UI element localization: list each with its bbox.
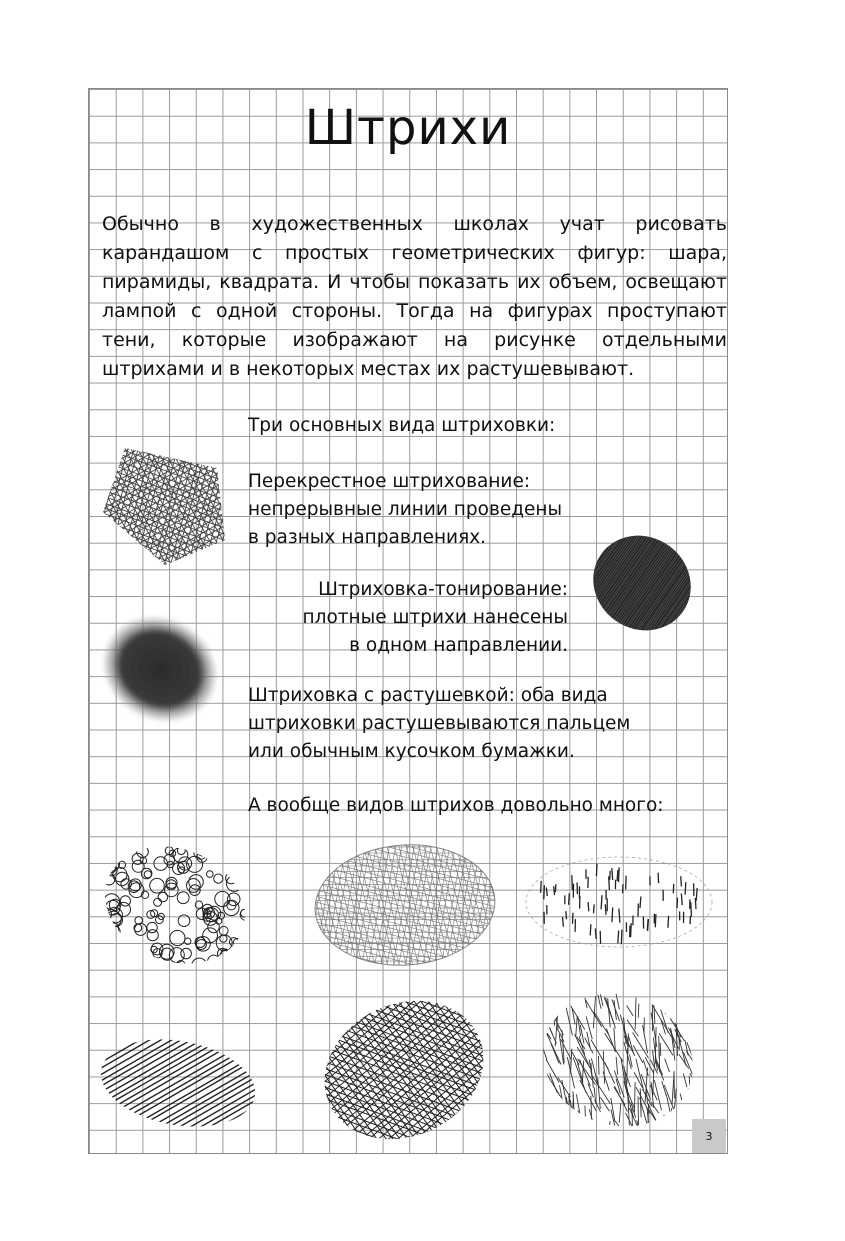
hatch-stroke	[695, 898, 696, 909]
hatch-stroke	[687, 991, 692, 1019]
blending-description: Штриховка с растушевкой: оба вида штриховки растушевываются пальцем или обычным кусочком бумажки.	[248, 685, 631, 762]
hatch-stroke	[56, 1219, 573, 1241]
hatch-stroke	[0, 251, 78, 684]
hatch-stroke	[577, 1047, 592, 1070]
hatch-stroke	[693, 1032, 694, 1049]
hatch-stroke	[0, 232, 9, 665]
scribble-loop	[169, 948, 184, 963]
hatch-stroke	[569, 1108, 573, 1139]
scribble-loop	[101, 932, 107, 938]
hatch-stroke	[546, 1073, 564, 1103]
scribble-loop	[99, 944, 113, 958]
scribble-loop	[239, 875, 253, 889]
hatch-stroke	[655, 914, 656, 927]
hatch-stroke	[660, 1043, 661, 1056]
intro-paragraph: Обычно в художественных школах учат рисовать карандашом с простых геометрических фигур: шара, пирамиды, квадрата. И чтобы показать их объем, освещают лампой с одной стороны. Тогда на фигурах проступают тени, которые изображают на рисунке отдельными штрихами и в некоторых местах их растушевывают.	[102, 213, 727, 380]
hatch-stroke	[594, 1012, 609, 1035]
scribble-loop	[120, 847, 128, 855]
scribble-loop	[236, 857, 251, 872]
scribble-loop	[195, 901, 202, 908]
scribble-loop	[147, 930, 158, 941]
toning-description: Штриховка-тонирование: плотные штрихи нанесены в одном направлении.	[302, 579, 568, 656]
scribble-loop	[222, 846, 232, 856]
hatch-stroke	[83, 1146, 600, 1241]
scribble-loop	[104, 849, 115, 860]
hatch-stroke	[614, 1071, 624, 1098]
hatch-stroke	[619, 867, 620, 882]
hatch-stroke	[573, 913, 574, 924]
hatch-stroke	[691, 902, 692, 916]
hatch-stroke	[681, 876, 682, 886]
hatch-stroke	[615, 1121, 624, 1135]
hatch-stroke	[52, 1230, 569, 1241]
hatch-stroke	[688, 1088, 689, 1104]
hatch-stroke	[0, 240, 41, 673]
scribble-loop	[203, 843, 211, 851]
hatch-stroke	[619, 909, 620, 923]
dense-crosshatch-oval	[318, 995, 490, 1145]
hatch-stroke	[654, 1080, 661, 1110]
hatch-stroke	[660, 999, 666, 1014]
hatch-stroke	[595, 929, 596, 940]
hatch-stroke	[63, 1140, 506, 1241]
hatch-stroke	[0, 241, 45, 674]
hatch-stroke	[74, 1157, 517, 1241]
hatch-stroke	[638, 1096, 639, 1131]
scribble-loop	[234, 948, 245, 959]
hatch-stroke	[63, 1201, 580, 1241]
scribble-loop	[147, 962, 156, 971]
toned-oval	[586, 528, 698, 638]
hatch-stroke	[76, 1162, 519, 1241]
scribble-loop	[115, 954, 125, 964]
hatch-stroke	[690, 989, 694, 1012]
hatch-stroke	[0, 247, 72, 680]
scribble-loop	[222, 957, 228, 963]
hatch-stroke	[71, 1180, 588, 1241]
hatch-stroke	[0, 415, 95, 803]
hatch-stroke	[78, 1167, 521, 1241]
hatch-stroke	[545, 1017, 556, 1044]
scribble-loop	[238, 881, 247, 890]
hatch-stroke	[601, 895, 602, 909]
hatch-stroke	[617, 870, 618, 881]
hatch-stroke	[541, 986, 543, 999]
hatch-stroke	[685, 1004, 687, 1025]
hatch-stroke	[569, 893, 570, 905]
hatch-stroke	[573, 1058, 586, 1094]
hatch-stroke	[62, 1208, 579, 1241]
scribble-loop	[109, 935, 123, 949]
scribble-loop	[219, 926, 228, 935]
hatch-stroke	[542, 1047, 547, 1060]
diagonal-lines-oval	[98, 1033, 258, 1133]
hatch-stroke	[586, 1016, 592, 1039]
hatch-stroke	[635, 1082, 636, 1112]
hatch-stroke	[557, 1099, 559, 1116]
scribble-loop	[106, 911, 122, 927]
hatch-stroke	[0, 233, 14, 666]
hatch-stroke	[0, 414, 100, 802]
hatching-types-heading: Три основных вида штриховки:	[248, 415, 556, 436]
hatch-stroke	[553, 999, 559, 1028]
hatch-stroke	[638, 1004, 639, 1018]
scribble-loop	[214, 874, 223, 883]
hatch-stroke	[544, 988, 549, 1001]
hatch-stroke	[79, 1157, 596, 1241]
page-number: 3	[692, 1119, 726, 1153]
light-crosshatch-oval	[310, 838, 500, 973]
scribble-loop	[127, 953, 139, 965]
hatch-stroke	[648, 1104, 649, 1138]
hatch-stroke	[543, 1081, 549, 1116]
scribble-loop	[114, 949, 130, 965]
hatch-stroke	[681, 894, 682, 906]
scribble-loop	[207, 871, 214, 878]
scribble-loop	[135, 917, 143, 925]
hatch-stroke	[546, 1059, 559, 1082]
hatch-stroke	[658, 873, 659, 883]
hatch-stroke	[618, 930, 619, 943]
hatch-stroke	[566, 1102, 567, 1119]
hatch-stroke	[566, 911, 567, 919]
hatch-stroke	[625, 1084, 635, 1108]
hatch-stroke	[560, 1085, 563, 1103]
scribble-loop	[154, 898, 162, 906]
scribble-loop	[112, 934, 120, 942]
scribble-loop	[208, 955, 220, 967]
hatch-stroke	[635, 996, 636, 1029]
hatch-stroke	[552, 991, 555, 1026]
hatch-stroke	[680, 1094, 689, 1131]
hatch-stroke	[71, 1154, 514, 1241]
hatch-stroke	[84, 1175, 527, 1241]
hatch-stroke	[649, 1110, 663, 1131]
hatch-stroke	[561, 1121, 569, 1137]
hatch-stroke	[544, 885, 545, 899]
hatch-stroke	[696, 1076, 697, 1106]
hatch-stroke	[542, 1092, 545, 1120]
scribble-loop	[196, 842, 210, 856]
hatch-stroke	[563, 917, 564, 927]
hatch-stroke	[610, 871, 611, 880]
scribble-loop	[246, 846, 252, 852]
hatch-stroke	[627, 1005, 634, 1016]
hatch-stroke	[682, 995, 685, 1029]
hatch-stroke	[0, 234, 19, 667]
hatch-stroke	[543, 1015, 544, 1041]
scribble-loop	[239, 863, 251, 875]
hatch-stroke	[619, 1103, 621, 1122]
many-types-caption: А вообще видов штрихов довольно много:	[248, 795, 664, 816]
hatch-stroke	[0, 419, 89, 807]
hatch-stroke	[55, 1225, 572, 1241]
scribble-loop	[177, 847, 185, 855]
scribble-loop	[98, 922, 113, 937]
hatch-stroke	[597, 990, 601, 1009]
hatch-stroke	[665, 993, 669, 1005]
hatch-stroke	[598, 1078, 601, 1109]
hatch-stroke	[682, 1008, 691, 1032]
hatch-stroke	[67, 1191, 584, 1241]
hatch-stroke	[612, 908, 613, 923]
hatch-stroke	[543, 1112, 545, 1128]
hatch-stroke	[543, 1118, 546, 1133]
hatch-stroke	[541, 1024, 552, 1039]
hatch-stroke	[615, 986, 620, 1009]
hatch-stroke	[0, 251, 82, 684]
scribble-loop	[99, 930, 114, 945]
scribble-loop	[237, 851, 246, 860]
hatch-stroke	[541, 881, 542, 893]
hatch-stroke	[636, 1059, 644, 1091]
hatch-stroke	[631, 923, 632, 937]
scribble-loop	[126, 948, 136, 958]
hatch-stroke	[680, 1009, 687, 1022]
hatch-stroke	[589, 1109, 595, 1129]
hatch-stroke	[599, 1056, 600, 1075]
hatch-stroke	[585, 1106, 586, 1129]
hatch-stroke	[0, 238, 37, 671]
scribble-loop	[105, 843, 114, 852]
hatch-stroke	[665, 1059, 670, 1073]
scribble-loop	[226, 840, 235, 849]
scribble-loop	[208, 845, 222, 859]
hatch-stroke	[545, 1102, 547, 1126]
hatch-stroke	[594, 904, 595, 913]
hatch-stroke	[555, 884, 556, 892]
vertical-ticks-oval	[522, 850, 717, 955]
hatch-stroke	[588, 902, 589, 911]
hatch-stroke	[68, 1149, 511, 1241]
hatch-stroke	[562, 1080, 569, 1115]
hatch-stroke	[554, 886, 555, 895]
scribble-loop	[211, 843, 221, 853]
scribble-loop	[208, 921, 220, 933]
hatch-stroke	[70, 1186, 587, 1241]
hatch-stroke	[543, 1095, 547, 1111]
hatch-stroke	[600, 1097, 609, 1111]
hatch-stroke	[541, 1085, 549, 1110]
hatch-stroke	[60, 1214, 577, 1241]
rough-strokes-oval	[538, 985, 698, 1135]
scribble-loop	[226, 873, 237, 884]
scribble-loop	[192, 958, 208, 974]
hatch-stroke	[0, 252, 89, 685]
hatch-stroke	[0, 421, 85, 809]
hatch-stroke	[576, 1094, 582, 1127]
scribble-loop	[224, 900, 239, 915]
hatch-stroke	[0, 255, 99, 688]
hatch-stroke	[685, 882, 686, 895]
hatch-stroke	[546, 888, 547, 897]
scribble-loop	[234, 868, 243, 877]
hatch-stroke	[550, 1073, 559, 1096]
hatch-stroke	[640, 897, 641, 909]
hatch-stroke	[689, 1076, 691, 1107]
hatch-stroke	[685, 1112, 690, 1128]
hatch-stroke	[596, 864, 597, 876]
hatch-stroke	[551, 1120, 560, 1135]
scribble-loop	[189, 839, 201, 851]
hatch-stroke	[554, 1098, 561, 1132]
hatch-stroke	[0, 244, 56, 677]
hatch-stroke	[0, 247, 67, 680]
hatch-stroke	[0, 235, 25, 668]
cross-hatch-square	[95, 440, 235, 570]
scribble-loop	[241, 909, 249, 917]
hatch-stroke	[77, 1163, 594, 1241]
hatch-stroke	[616, 1057, 618, 1075]
hatch-stroke	[612, 868, 613, 880]
scribble-loop	[103, 949, 109, 955]
scribble-loop	[238, 848, 248, 858]
scribble-loop	[194, 846, 208, 860]
scribble-loop	[105, 922, 119, 936]
hatch-stroke	[549, 1098, 552, 1112]
hatch-stroke	[590, 924, 591, 935]
page-title: Штрихи	[304, 100, 512, 156]
scribble-loop	[135, 953, 146, 964]
cross-hatching-description: Перекрестное штрихование: непрерывные линии проведены в разных направлениях.	[248, 471, 563, 548]
hatch-stroke	[673, 1107, 679, 1123]
scribble-loop	[227, 857, 239, 869]
hatch-stroke	[572, 1095, 573, 1131]
hatch-stroke	[621, 930, 622, 945]
blended-oval	[95, 605, 225, 730]
hatch-stroke	[0, 245, 62, 678]
hatch-stroke	[651, 1102, 658, 1113]
hatch-stroke	[633, 1045, 643, 1063]
hatch-stroke	[671, 1108, 672, 1124]
hatch-stroke	[683, 1073, 687, 1087]
hatch-stroke	[572, 875, 573, 890]
hatch-stroke	[564, 998, 572, 1035]
scribble-loop	[178, 915, 190, 927]
hatch-stroke	[696, 888, 697, 901]
hatch-stroke	[640, 1088, 641, 1111]
scribble-loop	[97, 865, 106, 874]
hatch-stroke	[609, 876, 610, 890]
hatch-stroke	[0, 243, 51, 676]
hatch-stroke	[568, 1093, 569, 1110]
hatch-stroke	[611, 1109, 617, 1137]
scribble-loop	[185, 938, 191, 944]
hatch-stroke	[0, 255, 95, 688]
hatch-stroke	[688, 1010, 695, 1026]
hatch-stroke	[540, 991, 541, 1025]
hatch-stroke	[66, 1145, 509, 1241]
hatch-stroke	[544, 997, 546, 1020]
hatch-stroke	[694, 1073, 696, 1095]
hatch-stroke	[80, 1171, 523, 1241]
scribble-loop	[177, 892, 189, 904]
hatch-stroke	[671, 1114, 687, 1138]
hatch-stroke	[76, 1169, 593, 1241]
hatch-stroke	[74, 1174, 591, 1241]
hatch-stroke	[576, 1017, 578, 1037]
hatch-stroke	[668, 916, 669, 928]
hatch-stroke	[552, 1102, 560, 1138]
scribble-loop	[150, 878, 165, 893]
scribble-loop	[170, 930, 185, 945]
hatch-stroke	[0, 237, 31, 670]
scribble-circles-oval	[98, 838, 253, 973]
hatch-stroke	[559, 1102, 568, 1117]
hatch-stroke	[81, 1151, 598, 1241]
hatch-stroke	[605, 904, 606, 915]
hatch-stroke	[66, 1196, 583, 1241]
scribble-loop	[158, 892, 168, 902]
hatch-stroke	[629, 1036, 634, 1052]
hatch-stroke	[603, 1051, 604, 1084]
hatch-stroke	[86, 1140, 603, 1241]
hatch-stroke	[692, 1024, 695, 1058]
scribble-loop	[97, 843, 104, 850]
hatch-stroke	[647, 919, 648, 930]
